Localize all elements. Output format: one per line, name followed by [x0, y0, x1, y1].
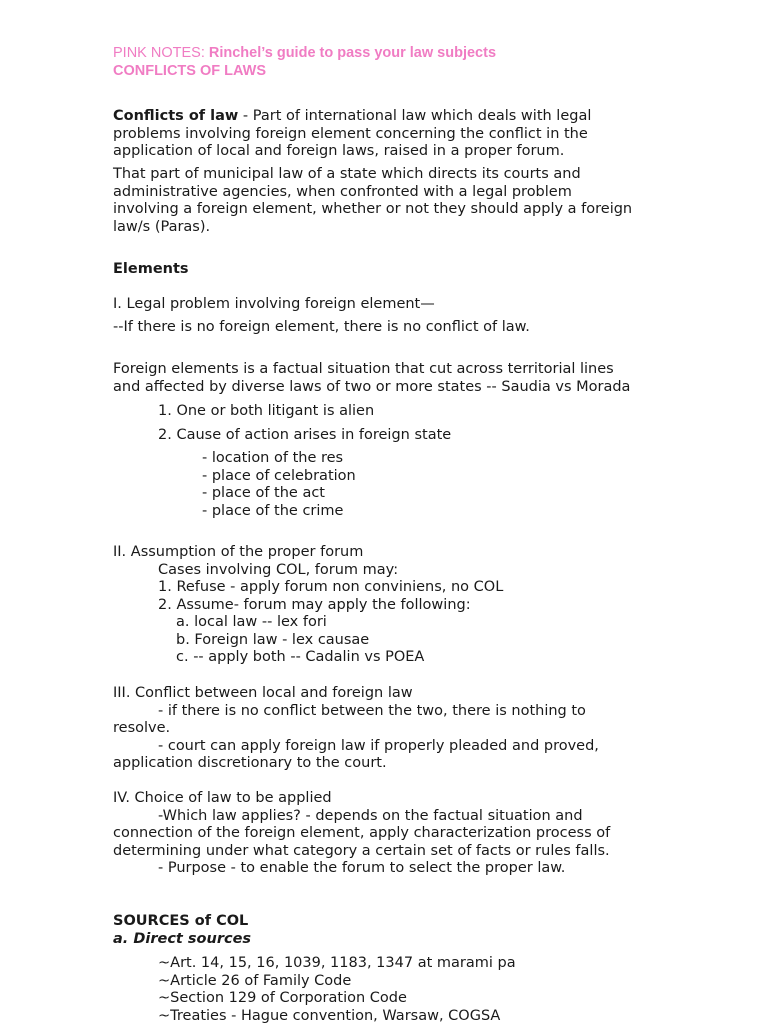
list-item: ~Article 26 of Family Code — [158, 973, 748, 991]
header-topic: CONFLICTS OF LAWS — [113, 63, 266, 79]
element-3: III. Conflict between local and foreign law - if there is no conflict between the two, there is nothing to resolve. - court can apply foreign law if properly pleaded and proved, application discretionary to the court. — [113, 685, 748, 773]
list-item: - place of the act — [202, 485, 748, 503]
header-subtitle: Rinchel’s guide to pass your law subjects — [209, 45, 496, 61]
list-item: ~Section 129 of Corporation Code — [158, 990, 748, 1008]
header-line — [113, 45, 496, 61]
header-prefix: PINK NOTES: — [113, 45, 209, 61]
list-item: ~Treaties - Hague convention, Warsaw, COGSA — [158, 1008, 748, 1025]
list-item: - place of celebration — [202, 468, 748, 486]
sublist — [202, 450, 748, 520]
element-2: II. Assumption of the proper forum Cases involving COL, forum may: 1. Refuse - apply forum non conviniens, no COL 2. Assume- forum may apply the following: a. local law -- lex fori b. Foreign law - lex causae c. -- apply both -- Cadalin vs POEA — [113, 544, 748, 667]
element-4: IV. Choice of law to be applied -Which law applies? - depends on the factual situation and connection of the foreign element, apply characterization process of determining under what category a certain set of facts or rules falls. - Purpose - to enable the forum to select the proper law. — [113, 790, 748, 878]
numbered-item: 1. One or both litigant is alien — [158, 403, 748, 421]
elements-heading: Elements — [113, 261, 748, 279]
list-item: - place of the crime — [202, 503, 748, 521]
sources-list — [158, 955, 748, 1025]
definition-term: Conflicts of law — [113, 108, 238, 124]
foreign-elements-paragraph: Foreign elements is a factual situation that cut across territorial lines and affected by diverse laws of two or more states -- Saudia vs Morada — [113, 361, 748, 396]
list-item: ~Art. 14, 15, 16, 1039, 1183, 1347 at marami pa — [158, 955, 748, 973]
sources-heading: SOURCES of COL — [113, 913, 748, 931]
direct-sources-heading: a. Direct sources — [113, 931, 748, 949]
list-item: - location of the res — [202, 450, 748, 468]
element-1-title: I. Legal problem involving foreign element— — [113, 296, 748, 314]
definition-paragraph-2: That part of municipal law of a state which directs its courts and administrative agencies, when confronted with a legal problem involving a foreign element, whether or not they should apply a foreign law/s (Paras). — [113, 166, 748, 236]
numbered-item: 2. Cause of action arises in foreign state — [158, 427, 748, 445]
definition-paragraph: Conflicts of law - Part of international law which deals with legal problems involving foreign element concerning the conflict in the application of local and foreign laws, raised in a proper forum. — [113, 108, 748, 161]
element-1-note: --If there is no foreign element, there is no conflict of law. — [113, 319, 748, 337]
